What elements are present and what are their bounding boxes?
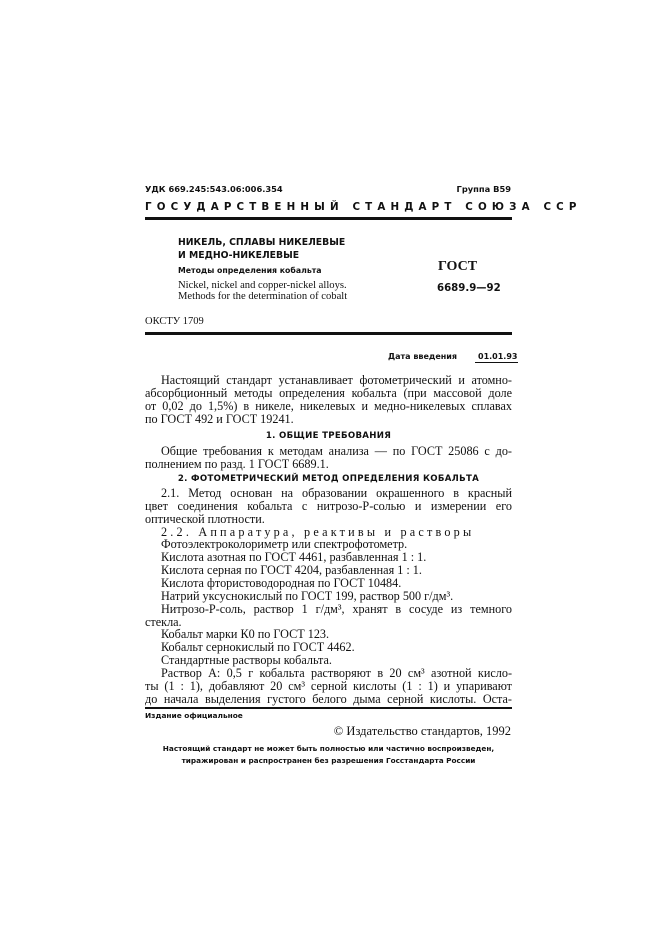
body-line: 2.1. Метод основан на образовании окрашенного в красный [161, 486, 512, 501]
gost-label: ГОСТ [438, 259, 478, 274]
footer-rule [145, 707, 512, 709]
body-line: стекла. [145, 614, 182, 629]
state-standard-heading: ГОСУДАРСТВЕННЫЙ СТАНДАРТ СОЮЗА ССР [145, 201, 582, 213]
date-label: Дата введения [388, 352, 458, 361]
official-edition: Издание официальное [145, 711, 243, 720]
reproduction-notice-2: тиражирован и распространен без разрешения Госстандарта России [181, 756, 476, 765]
list-item: Кислота серная по ГОСТ 4204, разбавленная 1 : 1. [161, 563, 422, 578]
copyright: © Издательство стандартов, 1992 [333, 724, 511, 738]
body-line: оптической плотности. [145, 511, 265, 526]
okstu-code: ОКСТУ 1709 [145, 316, 204, 327]
subtitle: Методы определения кобальта [178, 266, 322, 275]
body-line: Раствор А: 0,5 г кобальта растворяют в 20 см³ азотной кисло- [161, 665, 512, 680]
list-item: Кобальт сернокислый по ГОСТ 4462. [161, 640, 355, 655]
group-code: Группа В59 [456, 184, 511, 194]
body-line: от 0,02 до 1,5%) в никеле, никелевых и медно-никелевых сплавах [145, 398, 512, 413]
udk-code: УДК 669.245:543.06:006.354 [145, 184, 283, 194]
title-line-1: НИКЕЛЬ, СПЛАВЫ НИКЕЛЕВЫЕ [178, 237, 346, 248]
section-heading-1: 1. ОБЩИЕ ТРЕБОВАНИЯ [265, 431, 392, 442]
document-body [145, 374, 512, 705]
subsection-heading-2-2: 2.2. Аппаратура, реактивы и растворы [161, 524, 475, 539]
english-title-2: Methods for the determination of cobalt [178, 291, 348, 302]
body-line: по ГОСТ 492 и ГОСТ 19241. [145, 411, 294, 426]
list-item: Кислота фтористоводородная по ГОСТ 10484. [161, 575, 402, 590]
list-item: Стандартные растворы кобальта. [161, 653, 332, 668]
english-title-1: Nickel, nickel and copper-nickel alloys. [178, 280, 347, 291]
section-heading-2: 2. ФОТОМЕТРИЧЕСКИЙ МЕТОД ОПРЕДЕЛЕНИЯ КОБАЛЬТА [177, 473, 480, 484]
body-line: Общие требования к методам анализа — по ГОСТ 25086 с до- [161, 443, 512, 458]
reproduction-notice-1: Настоящий стандарт не может быть полностью или частично воспроизведен, [162, 744, 495, 753]
gost-number: 6689.9—92 [437, 283, 501, 294]
header-rule [145, 217, 512, 220]
body-line: до начала выделения густого белого дыма серной кислоты. Оста- [145, 691, 512, 706]
body-line: Настоящий стандарт устанавливает фотометрический и атомно- [161, 373, 512, 387]
body-line: абсорбционный методы определения кобальта (при массовой доле [145, 385, 512, 400]
list-item: Кобальт марки К0 по ГОСТ 123. [161, 627, 330, 642]
body-line: Нитрозо-Р-соль, раствор 1 г/дм³, хранят в сосуде из темного [161, 601, 512, 616]
body-line: полнением по разд. 1 ГОСТ 6689.1. [145, 456, 329, 471]
body-line: цвет соединения кобальта с нитрозо-Р-солью и измерении его [145, 498, 512, 513]
list-item: Фотоэлектроколориметр или спектрофотометр. [161, 537, 408, 552]
list-item: Кислота азотная по ГОСТ 4461, разбавленная 1 : 1. [161, 550, 427, 565]
date-value: 01.01.93 [475, 352, 518, 363]
body-line: ты (1 : 1), добавляют 20 см³ серной кислоты (1 : 1) и упаривают [145, 678, 512, 693]
title-rule [145, 332, 512, 335]
title-line-2: И МЕДНО-НИКЕЛЕВЫЕ [178, 250, 300, 261]
list-item: Натрий уксуснокислый по ГОСТ 199, раствор 500 г/дм³. [161, 588, 454, 603]
